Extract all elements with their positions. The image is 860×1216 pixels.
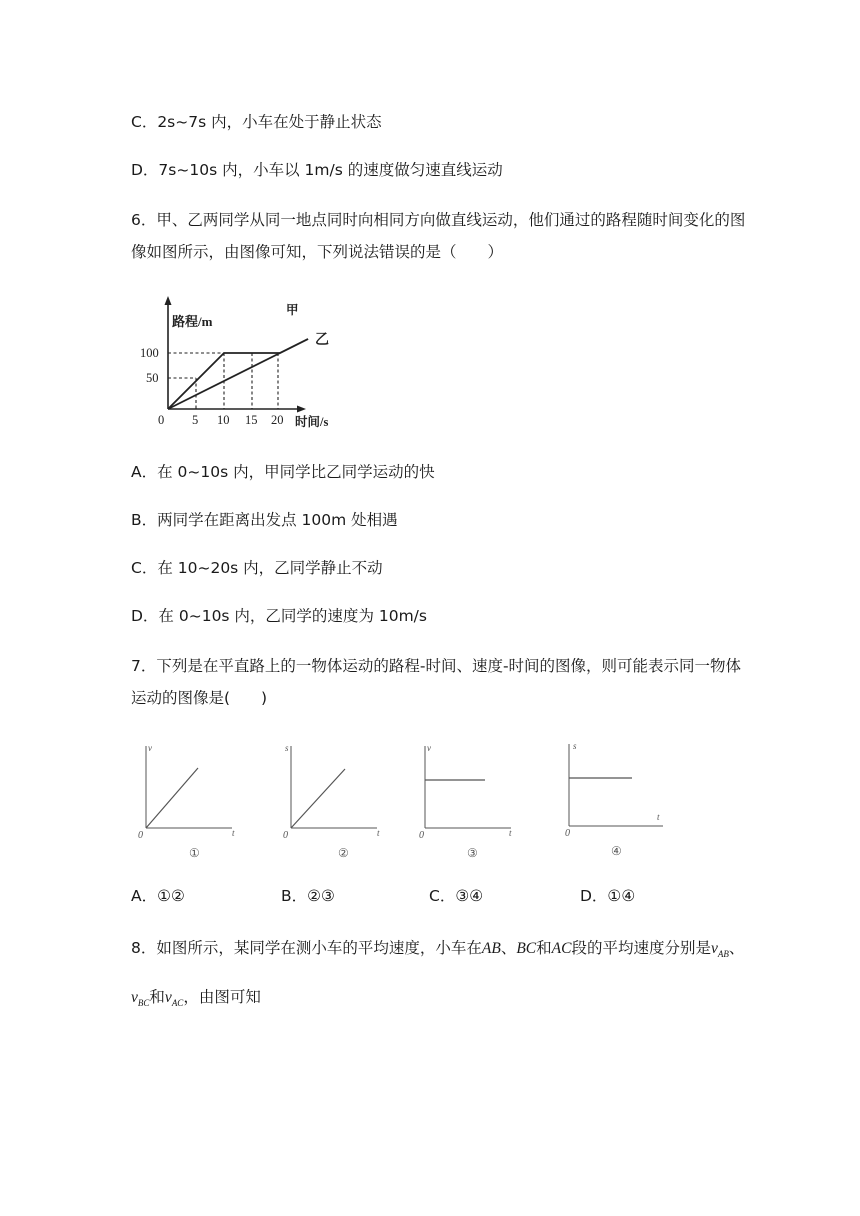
svg-text:0: 0 [419,830,424,841]
q6-xtick-5: 5 [192,413,199,427]
q8-stem-line1: 8．如图所示，某同学在测小车的平均速度，小车在AB、BC和AC段的平均速度分别是$v_{AB}$、 [131,939,745,960]
svg-text:v: v [148,743,152,753]
svg-text:0: 0 [565,828,570,839]
svg-text:0: 0 [138,830,143,841]
q6-stem-line1: 6．甲、乙两同学从同一地点同时向相同方向做直线运动，他们通过的路程随时间变化的图 [131,211,746,229]
q7-caption-1: ① [189,846,200,860]
q7-stem-line2: 运动的图像是( ) [131,689,268,707]
svg-text:t: t [509,828,512,838]
q7-stem-line1: 7．下列是在平直路上的一物体运动的路程-时间、速度-时间的图像，则可能表示同一物体 [131,657,742,675]
svg-text:v: v [427,743,431,753]
q5-option-d: D．7s~10s 内，小车以 1m/s 的速度做匀速直线运动 [131,161,503,179]
q6-distance-time-graph [140,292,350,432]
q7-graph-2 [273,740,393,860]
q6-option-d: D．在 0~10s 内，乙同学的速度为 10m/s [131,607,427,625]
q6-ytick-50: 50 [146,371,159,385]
q6-stem-line2: 像如图所示，由图像可知，下列说法错误的是（ ） [131,243,504,261]
q7-caption-3: ③ [467,846,478,860]
q6-option-a: A．在 0~10s 内，甲同学比乙同学运动的快 [131,463,435,481]
q6-y-arrow [165,296,172,305]
q5-option-c: C．2s~7s 内，小车在处于静止状态 [131,113,382,131]
q7-option-a: A．①② [131,887,185,905]
q6-x-arrow [297,406,306,413]
q8-stem-line2: $v_{BC}$和$v_{AC}$，由图可知 [131,988,261,1009]
svg-text:0: 0 [283,830,288,841]
svg-text:t: t [657,812,660,822]
q6-label-jia: 甲 [286,303,299,317]
q7-graph-3 [407,740,527,860]
q6-ytick-100: 100 [140,346,159,360]
q6-option-c: C．在 10~20s 内，乙同学静止不动 [131,559,383,577]
svg-text:t: t [232,828,235,838]
q6-xtick-20: 20 [271,413,284,427]
q6-xtick-15: 15 [245,413,258,427]
q7-caption-2: ② [338,846,349,860]
q6-ylabel: 路程/m [172,314,213,329]
q7-option-d: D．①④ [580,887,636,905]
q7-graph-1 [128,740,248,860]
q6-xlabel: 时间/s [295,415,329,429]
svg-text:s: s [573,741,577,751]
q6-xtick-0: 0 [158,413,165,427]
svg-text:t: t [377,828,380,838]
q7-option-b: B．②③ [281,887,335,905]
q7-caption-4: ④ [611,844,622,858]
q7-option-c: C．③④ [429,887,484,905]
q6-option-b: B．两同学在距离出发点 100m 处相遇 [131,511,398,529]
svg-text:s: s [285,743,289,753]
q6-xtick-10: 10 [217,413,230,427]
q7-graph-4 [553,738,673,858]
q6-label-yi: 乙 [315,333,329,348]
